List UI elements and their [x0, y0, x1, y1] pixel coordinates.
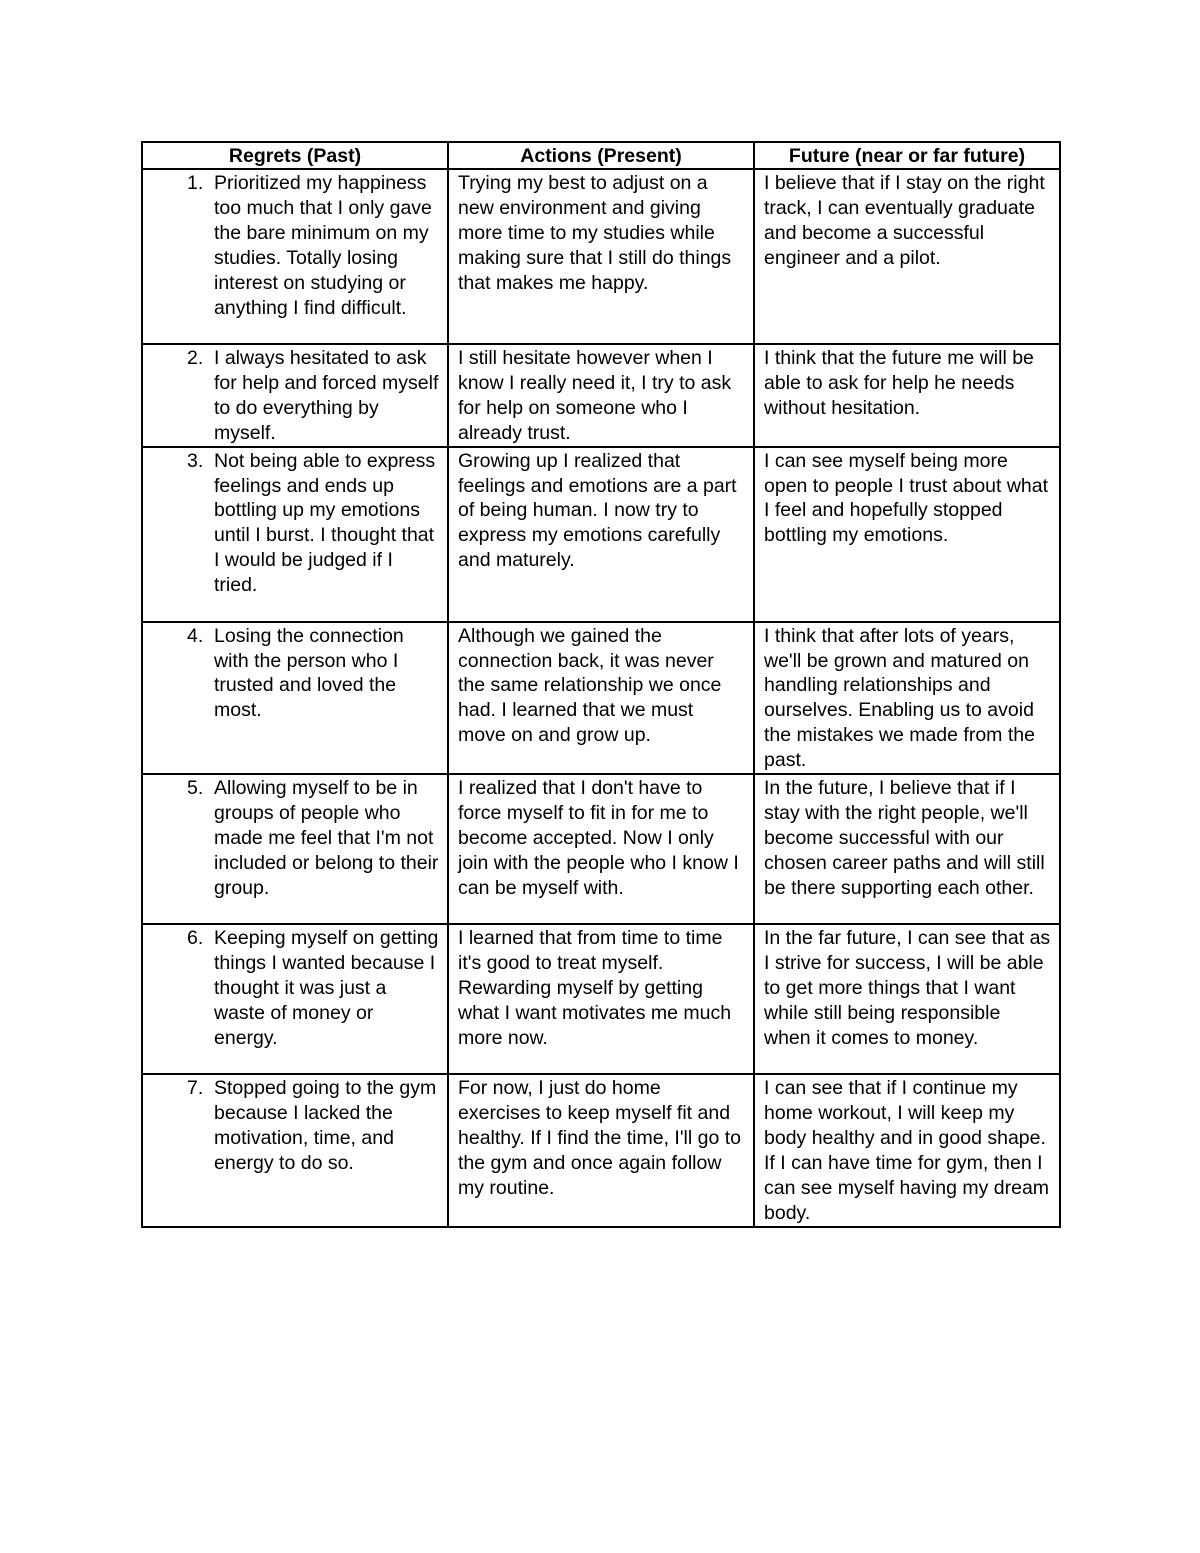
- action-cell: [448, 774, 754, 924]
- table-row: [142, 622, 1060, 774]
- action-cell: [448, 622, 754, 774]
- action-text: I learned that from time to time it's good to treat myself. Rewarding myself by getting what I want motivates me much more now.: [458, 927, 732, 1049]
- header-future: Future (near or far future): [754, 142, 1060, 169]
- regret-cell: [142, 447, 448, 622]
- regret-cell: [142, 169, 448, 344]
- regret-cell: [142, 622, 448, 774]
- future-text: In the future, I believe that if I stay with the right people, we'll become successful with our chosen career paths and will still be there supporting each other.: [764, 777, 1045, 899]
- future-text: In the far future, I can see that as I strive for success, I will be able to get more things that I want while still being responsible when it comes to money.: [764, 927, 1051, 1049]
- action-cell: [448, 169, 754, 344]
- future-text: I believe that if I stay on the right track, I can eventually graduate and become a successful engineer and a pilot.: [764, 172, 1045, 269]
- action-text: Growing up I realized that feelings and emotions are a part of being human. I now try to express my emotions carefully and maturely.: [458, 449, 737, 572]
- action-text: Trying my best to adjust on a new environment and giving more time to my studies while making sure that I still do things that makes me happy.: [458, 172, 732, 294]
- action-cell: [448, 344, 754, 447]
- future-cell: [754, 344, 1060, 447]
- future-text: I can see myself being more open to people I trust about what I feel and hopefully stopped bottling my emotions.: [764, 449, 1049, 547]
- action-cell: [448, 924, 754, 1074]
- regret-cell: [142, 774, 448, 924]
- row-number: 1.: [187, 172, 204, 194]
- reflection-table: [141, 141, 1061, 1228]
- action-text: I still hesitate however when I know I really need it, I try to ask for help on someone who I already trust.: [458, 347, 732, 444]
- action-text: Although we gained the connection back, it was never the same relationship we once had. I learned that we must move on and grow up.: [458, 624, 722, 747]
- header-actions: Actions (Present): [448, 142, 754, 169]
- regret-text: I always hesitated to ask for help and forced myself to do everything by myself.: [214, 347, 439, 444]
- table-body: [142, 169, 1060, 1227]
- future-text: I can see that if I continue my home workout, I will keep my body healthy and in good shape. If I can have time for gym, then I can see myself having my dream body.: [764, 1077, 1050, 1224]
- future-text: I think that after lots of years, we'll be grown and matured on handling relationships and ourselves. Enabling us to avoid the mistakes we made from the past.: [764, 624, 1035, 772]
- header-regrets: Regrets (Past): [142, 142, 448, 169]
- future-cell: [754, 774, 1060, 924]
- regret-text: Losing the connection with the person who I trusted and loved the most.: [214, 624, 404, 722]
- regret-text: Prioritized my happiness too much that I only gave the bare minimum on my studies. Totally losing interest on studying or anything I find difficult.: [214, 172, 432, 319]
- row-number: 5.: [187, 777, 204, 800]
- regret-cell: [142, 924, 448, 1074]
- action-cell: [448, 1074, 754, 1226]
- future-text: I think that the future me will be able to ask for help he needs without hesitation.: [764, 347, 1034, 419]
- future-cell: [754, 169, 1060, 344]
- regret-text: Not being able to express feelings and ends up bottling up my emotions until I burst. I thought that I would be judged if I tried.: [214, 449, 436, 597]
- table-row: [142, 344, 1060, 447]
- future-cell: [754, 1074, 1060, 1226]
- regret-text: Stopped going to the gym because I lacked the motivation, time, and energy to do so.: [214, 1077, 437, 1174]
- future-cell: [754, 622, 1060, 774]
- header-row: [142, 142, 1060, 169]
- table-row: [142, 924, 1060, 1074]
- row-number: 4.: [187, 624, 204, 647]
- table-row: [142, 774, 1060, 924]
- future-cell: [754, 447, 1060, 622]
- table-row: [142, 1074, 1060, 1226]
- action-text: For now, I just do home exercises to keep myself fit and healthy. If I find the time, I'll go to the gym and once again follow my routine.: [458, 1077, 742, 1199]
- table-row: [142, 447, 1060, 622]
- regret-cell: [142, 344, 448, 447]
- action-text: I realized that I don't have to force myself to fit in for me to become accepted. Now I only join with the people who I know I can be myself with.: [458, 777, 739, 899]
- row-number: 7.: [187, 1077, 204, 1100]
- row-number: 3.: [187, 449, 204, 472]
- table-row: [142, 169, 1060, 344]
- regret-text: Allowing myself to be in groups of people who made me feel that I'm not included or belong to their group.: [214, 777, 439, 899]
- row-number: 2.: [187, 347, 204, 369]
- future-cell: [754, 924, 1060, 1074]
- table-header: [142, 142, 1060, 169]
- row-number: 6.: [187, 927, 204, 950]
- regret-cell: [142, 1074, 448, 1226]
- action-cell: [448, 447, 754, 622]
- regret-text: Keeping myself on getting things I wanted because I thought it was just a waste of money or energy.: [214, 927, 439, 1049]
